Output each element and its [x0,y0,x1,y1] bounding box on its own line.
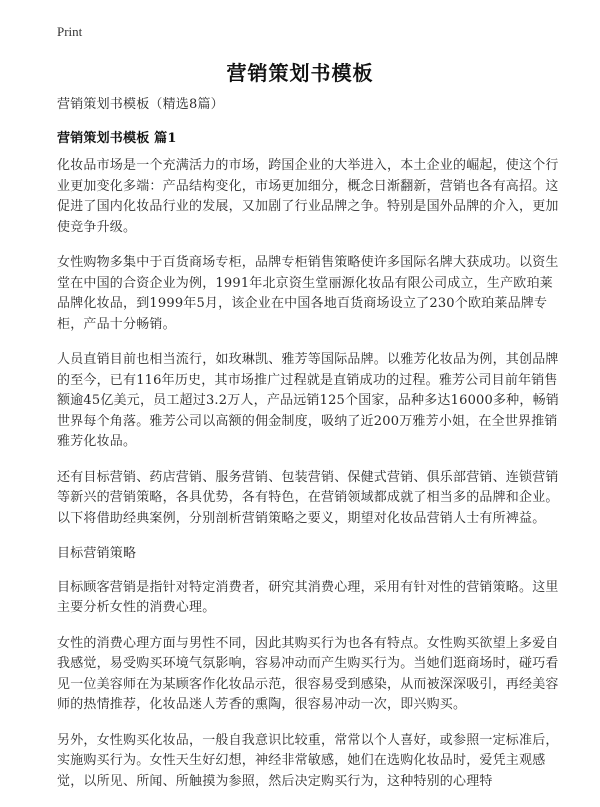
document-subtitle: 营销策划书模板（精选8篇） [57,97,224,112]
paragraph: 目标顾客营销是指针对特定消费者，研究其消费心理，采用有针对性的营销策略。这里主要分析女性的消费心理。 [57,579,559,615]
document-title: 营销策划书模板 [226,61,374,85]
section-heading: 营销策划书模板 篇1 [57,130,177,146]
document-body [57,95,562,807]
paragraph: 化妆品市场是一个充满活力的市场，跨国企业的大举进入，本土企业的崛起，使这个行业更加变化多端：产品结构变化，市场更加细分，概念日渐翻新，营销也各有高招。这促进了国内化妆品行业的发展，又加剧了行业品牌之争。特别是国外品牌的介入，更加使竞争升级。 [57,158,559,235]
paragraph: 女性的消费心理方面与男性不同，因此其购买行为也各有特点。女性购买欲望上多爱自我感觉，易受购买环境气氛影响，容易冲动而产生购买行为。当她们逛商场时，碰巧看见一位美容师在为某顾客作化妆品示范，很容易受到感染，从而被深深吸引，再经美容师的热情推荐，化妆品迷人芳香的熏陶，很容易冲动一次，即兴购买。 [57,635,559,712]
paragraph: 另外，女性购买化妆品，一般自我意识比较重，常常以个人喜好，或参照一定标准后，实施购买行为。女性天生好幻想，神经非常敏感，她们在选购化妆品时，爱凭主观感觉，以所见、所闻、所触摸为参照，然后决定购买行为，这种特别的心理特 [57,732,559,789]
print-link[interactable]: Print [57,24,83,39]
paragraph: 女性购物多集中于百货商场专柜，品牌专柜销售策略使许多国际名牌大获成功。以资生堂在中国的合资企业为例，1991年北京资生堂丽源化妆品有限公司成立，生产欧珀莱品牌化妆品，到1999年5月，该企业在中国各地百货商场设立了230个欧珀莱品牌专柜，产品十分畅销。 [57,255,559,332]
paragraph: 人员直销目前也相当流行，如玫琳凯、雅芳等国际品牌。以雅芳化妆品为例，其创品牌的至今，已有116年历史，其市场推广过程就是直销成功的过程。雅芳公司目前年销售额逾45亿美元，员工超过3.2万人，产品远销125个国家，品种多达16000多种，畅销世界每个角落。雅芳公司以高额的佣金制度，吸纳了近200万雅芳小姐，在全世界推销雅芳化妆品。 [57,352,559,449]
paragraph: 还有目标营销、药店营销、服务营销、包装营销、保健式营销、俱乐部营销、连锁营销等新兴的营销策略，各具优势，各有特色，在营销领域都成就了相当多的品牌和企业。以下将借助经典案例，分别剖析营销策略之要义，期望对化妆品营销人士有所裨益。 [57,469,559,526]
subheading: 目标营销策略 [57,546,137,561]
